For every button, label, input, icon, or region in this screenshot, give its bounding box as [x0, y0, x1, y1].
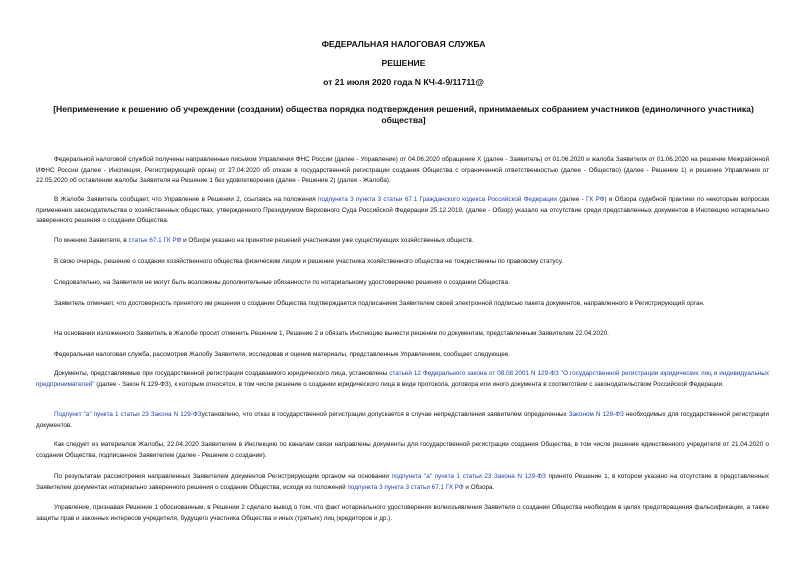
paragraph-2-text-c: ) и Обзора судебной практики по некоторым вопросам применения законодательства о хозяйственных обществах, утвержденного Президиумом Верховного Суда Российской Федерации 25.12.2019, (далее - Обзор) указало на отсутствие среди представленных документов в Инспекцию нотариально заверенного решения о создании Общества.	[36, 196, 769, 225]
paragraph-2-text-b: (далее -	[556, 196, 587, 203]
paragraph-7: На основании изложенного Заявитель в Жалобе просит отменить Решение 1, Решение 2 и обязать Инспекцию вынести решение по документам, представленным Заявителем 22.04.2020.	[54, 330, 609, 337]
paragraph-11: Как следует из материалов Жалобы, 22.04.2020 Заявителем в Инспекцию по каналам связи направлены документы для государственной регистрации создания Общества, в том числе решение единственного учредителя от 21.04.2020 о создании Общества, подписанное Заявителем (далее - Решение о создании).	[36, 441, 769, 459]
paragraph-13: Управление, признавая Решение 1 обоснованным, в Решении 2 сделало вывод о том, что факт нотариального удостоверения волеизъявления Заявителя о создании Общества необходим в целях предотвращения фальсификации, а также защиты прав и законных интересов учредителя, будущего участника Общества и иных (третьих) лиц (кредиторов и др.).	[36, 504, 769, 522]
paragraph-6: Заявитель отмечает, что достоверность принятого им решения о создании Общества подтверждается подписанием Заявителем своей электронной подписью пакета документов, направленного в Регистрирующий орган.	[54, 300, 705, 307]
paragraph-4: В свою очередь, решение о создании хозяйственного общества физическим лицом и решение участника хозяйственного общества не тождественны по правовому статусу.	[54, 258, 563, 265]
document-date-number: от 21 июля 2020 года N КЧ-4-9/11711@	[323, 77, 484, 87]
link-st671-gk[interactable]: статье 67.1 ГК РФ	[128, 237, 182, 244]
paragraph-5: Следовательно, на Заявителя не могут быть возложены дополнительные обязанности по нотариальному удостоверению решения о создании Общества.	[54, 279, 510, 286]
paragraph-3-text-a: По мнению Заявителя, в	[54, 237, 129, 244]
paragraph-10-text-c: необходимых для государственной регистрации документов.	[36, 411, 770, 429]
paragraph-1: Федеральной налоговой службой получены направленные письмом Управления ФНС России (далее - Управление) от 04.06.2020 обращение Х (далее - Заявитель) от 01.06.2020 и жалоба Заявителя от 01.06.2020 на решение Межрайонной ИФНС России (далее - Инспекция, Регистрирующий орган) от 27.04.2020 об отказе в государственной регистрации создания Общества с ограниченной ответственностью (далее - Общество) (далее - Решение 1) и решение Управления от 22.05.2020 об оставлении жалобы Заявителя на Решение 1 без удовлетворения (далее - Решение 2) (далее - Жалоба).	[36, 156, 769, 185]
paragraph-10	[36, 410, 769, 431]
paragraph-12-text-b: принято Решение 1, в котором указано на отсутствие в представленных Заявителем документах нотариально заверенного решения о создании Общества, исходя из положений	[36, 473, 769, 491]
link-pp-a-p1-st23-lower[interactable]: подпункта "а" пункта 1 статьи 23 Закона N 129-ФЗ	[391, 473, 546, 480]
paragraph-8: Федеральная налоговая служба, рассмотрев Жалобу Заявителя, исследовав и оценив материалы, представленные Управлением, сообщает следующее.	[54, 351, 511, 358]
link-zakon-129[interactable]: Законом N 129-ФЗ	[568, 411, 624, 418]
paragraph-3-text-b: и Обзоре указано на принятие решений участниками уже существующих хозяйственных обществ.	[181, 237, 474, 244]
link-law-129-st12[interactable]: статьей 12 Федерального закона от 08.08.2001 N 129-ФЗ "О государственной регистрации юридических лиц и индивидуальных предпринимателей"	[36, 370, 769, 388]
paragraph-10-text-b: установлено, что отказ в государственной регистрации допускается в случае непредставления заявителем определенных	[201, 411, 569, 418]
link-pp-a-p1-st23[interactable]: Подпункт "а" пункта 1 статьи 23 Закона N 129-ФЗ	[54, 411, 202, 418]
paragraph-3	[36, 236, 769, 247]
paragraph-9	[36, 369, 769, 390]
paragraph-12-text-a: По результатам рассмотрения направленных Заявителем документов Регистрирующим органом на основании	[54, 473, 392, 480]
link-gk-671-p3[interactable]: подпункта 3 пункта 3 статьи 67.1 Гражданского кодекса Российской Федерации	[318, 196, 557, 203]
document-subject: [Неприменение к решению об учреждении (создании) общества порядка подтверждения решений, принимаемых собранием участников (единоличного участника) общества]	[53, 104, 754, 125]
document-type: РЕШЕНИЕ	[381, 58, 426, 68]
agency-title: ФЕДЕРАЛЬНАЯ НАЛОГОВАЯ СЛУЖБА	[321, 39, 486, 49]
paragraph-12	[36, 472, 769, 493]
paragraph-9-text-a: Документы, представляемые при государственной регистрации создаваемого юридического лица, установлены	[54, 370, 390, 377]
paragraph-2	[36, 195, 769, 227]
paragraph-12-text-c: и Обзора.	[463, 483, 495, 491]
link-gk-rf[interactable]: ГК РФ	[586, 196, 605, 203]
link-pp3-p3-671-gk[interactable]: подпункта 3 пункта 3 статьи 67.1 ГК РФ	[347, 483, 464, 491]
paragraph-2-text-a: В Жалобе Заявитель сообщает, что Управление в Решении 2, ссылаясь на положения	[54, 196, 319, 203]
paragraph-9-text-b: (далее - Закон N 129-ФЗ), к которым относятся, в том числе решение о создании юридического лица в виде протокола, договора или иного документа в соответствии с законодательством Российской Федерации.	[94, 380, 724, 388]
